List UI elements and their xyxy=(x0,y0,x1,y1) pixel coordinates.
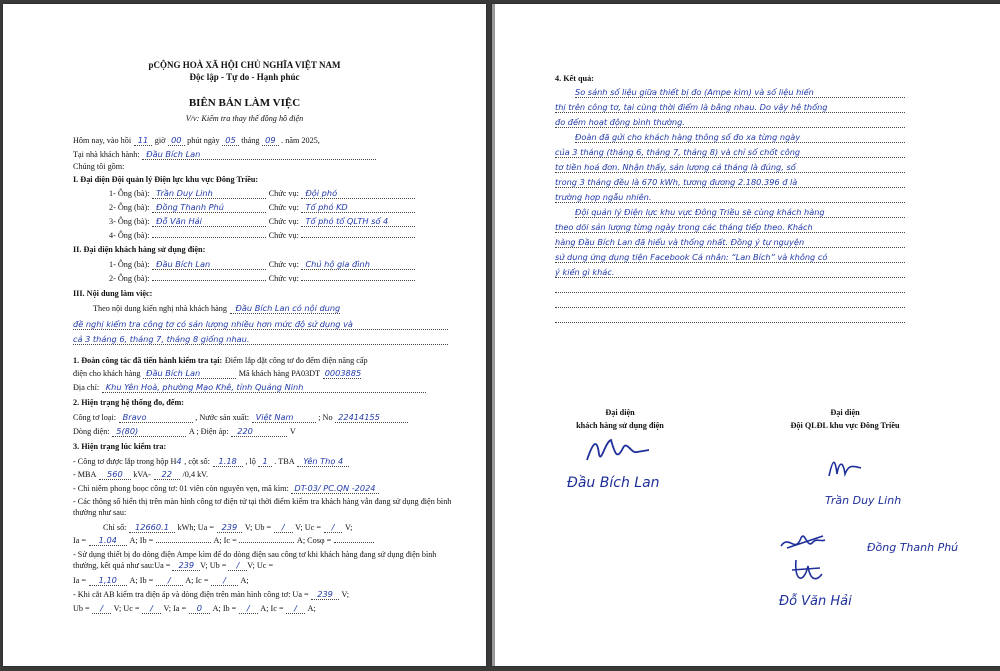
sec1-row: 3- Ông (bà): Đỗ Văn Hải Chức vụ: Tổ phó tổ QLTH số 4 xyxy=(109,216,415,227)
date-line: Hôm nay, vào hồi 11 giờ 00 phút ngày 05 tháng 09 . năm 2025, xyxy=(73,135,320,145)
result-line: thị trên công tơ, tại cùng thời điểm là bằng nhau. Do vậy hệ thống xyxy=(555,102,905,113)
ampe-measure-intro: - Sử dụng thiết bị đo dòng điện Ampe kìm để đo dòng điện sau công tơ khi khách hàng đang sử dụng điện bình thường, kết quả như sau:Ua = 239 V; Ub = / V; Uc = xyxy=(73,550,437,570)
section-3-heading: III. Nội dung làm việc: xyxy=(73,289,153,298)
country-header: pCỘNG HOÀ XÃ HỘI CHỦ NGHĨA VIỆT NAM xyxy=(148,60,341,70)
inspection-place: 1. Đoàn công tác đã tiến hành kiểm tra tại: Điểm lắp đặt công tơ đo đếm điện năng cấp xyxy=(73,356,368,365)
mba-line: - MBA 560 kVA- 22 /0,4 kV. xyxy=(73,469,209,479)
document-page-right xyxy=(492,4,1000,666)
result-line: trường hợp ngẫu nhiên. xyxy=(555,192,905,203)
display-params-intro: - Các thông số hiển thị trên màn hình công tơ điện tử tại thời điểm kiểm tra khách hàng vẫn đang sử dụng điện bình thường như sau: xyxy=(73,497,452,517)
result-line: của 3 tháng (tháng 6, tháng 7, tháng 8) và chỉ số chốt công xyxy=(555,147,905,158)
month-value: 09 xyxy=(262,135,278,146)
document-subject: V/v: Kiểm tra thay thế đồng hồ điện xyxy=(185,114,304,123)
content-line-2: đề nghị kiểm tra công tơ có sản lượng nhiều hơn mức độ sử dụng và xyxy=(73,319,448,330)
customer-signature xyxy=(583,434,653,470)
place-line: Tại nhà khách hành: Đầu Bích Lan xyxy=(73,149,376,160)
result-line: hàng Đầu Bích Lan đã hiểu và thống nhất. Đồng ý tự nguyện xyxy=(555,237,905,248)
signed-name-1: Trần Duy Linh xyxy=(825,494,902,507)
results-heading: 4. Kết quả: xyxy=(555,74,594,83)
result-line: theo dõi sản lượng từng ngày trong các tháng tiếp theo. Khách xyxy=(555,222,905,233)
section-s3-heading: 3. Hiện trạng lúc kiểm tra: xyxy=(73,442,167,451)
sec1-row: 4- Ông (bà): Chức vụ: xyxy=(109,230,415,240)
section-1-heading: I. Đại diện Đội quản lý Điện lực khu vực Đông Triều: xyxy=(73,175,259,184)
signed-name-2: Đồng Thanh Phú xyxy=(867,541,959,554)
result-line: tơ tiền hoá đơn. Nhận thấy, sản lượng cả tháng là đúng, số xyxy=(555,162,905,173)
result-line: đo đếm hoạt động bình thường. xyxy=(555,117,905,128)
address-line: Địa chỉ: Khu Yên Hoà, phường Mạo Khê, tỉnh Quảng Ninh xyxy=(73,382,426,393)
sign-left-subtitle: khách hàng sử dụng điện xyxy=(576,421,664,430)
hour-value: 11 xyxy=(134,135,152,146)
result-line: sử dụng ứng dụng tiện Facebook Cá nhân: “Lan Bích” và không có xyxy=(555,252,905,263)
content-line-1: Theo nội dung kiến nghị nhà khách hàng Đầu Bích Lan có nội dung xyxy=(93,303,341,313)
content-line-3: cả 3 tháng 6, tháng 7, tháng 8 giống nhau. xyxy=(73,334,448,345)
result-line: trong 3 tháng đều là 670 kWh, tương đương 2.180.396 đ là xyxy=(555,177,905,188)
signature-1 xyxy=(825,454,865,484)
current-line: Ia = 1.04 A; Ib = A; Ic = A; Cosφ = xyxy=(73,535,374,545)
signature-3 xyxy=(790,556,830,588)
customer-code-line: điện cho khách hàng Đầu Bích Lan Mã khách hàng PA03DT 0003885 xyxy=(73,368,362,378)
section-s2-heading: 2. Hiện trạng hệ thống đo, đếm: xyxy=(73,398,184,407)
ampe-current-line: Ia = 1,10 A; Ib = / A; Ic = / A; xyxy=(73,575,249,585)
place-value: Đầu Bích Lan xyxy=(142,149,376,160)
result-line xyxy=(555,312,905,323)
day-value: 05 xyxy=(222,135,238,146)
current-voltage-line: Dòng điện: 5(80) A ; Điện áp: 220 V xyxy=(73,426,296,436)
cut-ab-values: Ub = / V; Uc = / V; Ia = 0 A; Ib = / A; Ic = / A; xyxy=(73,603,316,613)
result-line: So sánh số liệu giữa thiết bị đo (Ampe kìm) và số liệu hiển xyxy=(575,87,905,98)
document-title: BIÊN BẢN LÀM VIỆC xyxy=(188,97,301,109)
document-page-left xyxy=(3,4,486,666)
result-line: Đội quản lý Điện lực khu vực Đông Triều sẽ cùng khách hàng xyxy=(575,207,905,218)
sign-left-title: Đại diện xyxy=(605,408,635,417)
customer-signed-name: Đầu Bích Lan xyxy=(567,475,660,491)
sec1-row: 1- Ông (bà): Trần Duy Linh Chức vụ: Đội phó xyxy=(109,188,415,199)
result-line xyxy=(555,297,905,308)
motto: Độc lập - Tự do - Hạnh phúc xyxy=(189,72,300,82)
seal-line: - Chì niêm phong boọc công tơ: 01 viên còn nguyên vẹn, mã kìm: DT-03/ PC.QN -2024 xyxy=(73,483,379,493)
signed-name-3: Đỗ Văn Hải xyxy=(779,594,852,609)
sign-right-title: Đại diện xyxy=(830,408,860,417)
cut-ab-line: - Khi cắt AB kiểm tra điện áp và dòng điện trên màn hình công tơ: Ua = 239 V; xyxy=(73,589,350,599)
result-line xyxy=(555,282,905,293)
meter-type-line: Công tơ loại: Bravo , Nước sản xuất: Việt Nam ; No 22414155 xyxy=(73,412,408,423)
index-line: Chỉ số: 12660.1 kWh; Ua = 239 V; Ub = / V; Uc = / V; xyxy=(103,522,353,532)
section-2-heading: II. Đại diện khách hàng sử dụng điện: xyxy=(73,245,206,254)
sec2-row: 1- Ông (bà): Đầu Bích Lan Chức vụ: Chủ hộ gia đình xyxy=(109,259,415,270)
sec2-row: 2- Ông (bà): Chức vụ: xyxy=(109,273,415,283)
sign-right-subtitle: Đội QLĐL khu vực Đông Triều xyxy=(790,421,900,430)
result-line: ý kiến gì khác. xyxy=(555,267,905,278)
signature-2 xyxy=(777,528,827,556)
minute-value: 00 xyxy=(168,135,184,146)
attendees-intro: Chúng tôi gồm: xyxy=(73,162,125,171)
sec1-row: 2- Ông (bà): Đồng Thanh Phú Chức vụ: Tổ phó KD xyxy=(109,202,415,213)
result-line: Đoàn đã gửi cho khách hàng thông số đo xa từng ngày xyxy=(575,132,905,143)
meter-box-line: - Công tơ được lắp trong hộp H4 , cột số: 1.18 , lộ 1 . TBA Yên Thọ 4 xyxy=(73,456,349,466)
